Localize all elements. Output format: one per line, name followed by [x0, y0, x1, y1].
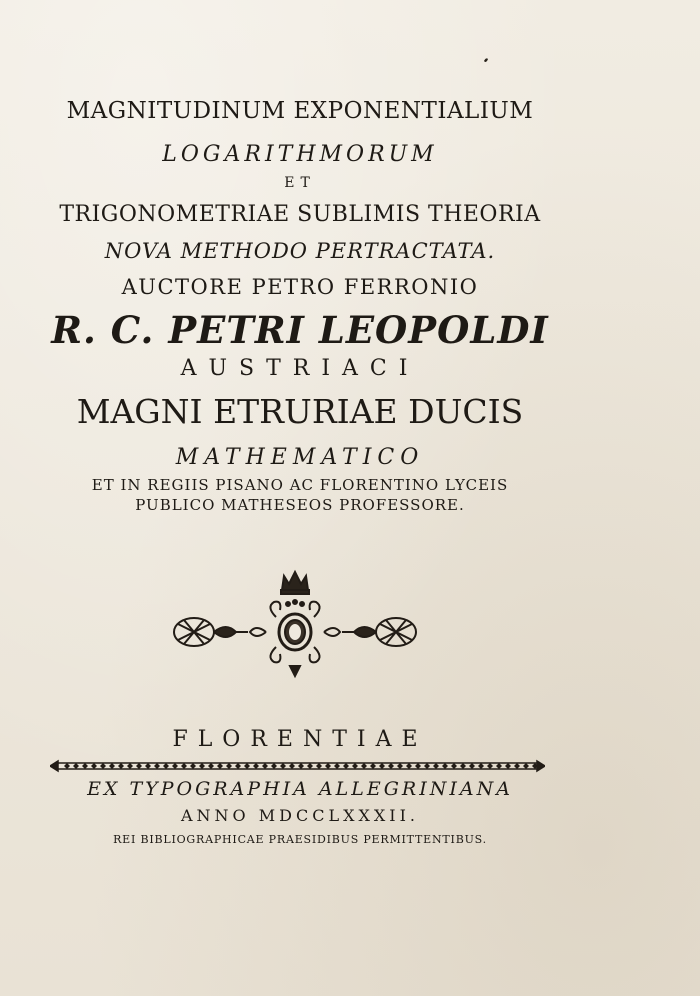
rule-ornament-diamond: [118, 763, 124, 769]
rule-ornament-diamond: [280, 763, 286, 769]
rule-ornament-diamond: [136, 763, 142, 769]
rule-ornament-diamond: [370, 763, 376, 769]
title-line-magnitudinum: MAGNITUDINUM EXPONENTIALIUM: [66, 98, 534, 124]
imprint-printer: EX TYPOGRAPHIA ALLEGRINIANA: [87, 778, 513, 800]
imprint-city: FLORENTIAE: [172, 727, 428, 752]
rule-ornament-diamond: [469, 763, 475, 769]
rule-ornament-diamond: [163, 763, 169, 769]
rule-ornament-diamond: [433, 763, 439, 769]
rule-ornament-diamond: [334, 763, 340, 769]
rule-ornament-diamond: [289, 763, 295, 769]
rule-ornament-diamond: [73, 763, 79, 769]
author-line: AUCTORE PETRO FERRONIO: [121, 275, 479, 299]
title-line-logarithmorum: LOGARITHMORUM: [162, 142, 438, 167]
title-line-trigonometriae: TRIGONOMETRIAE SUBLIMIS THEORIA: [59, 202, 541, 227]
rule-ornament-diamond: [361, 763, 367, 769]
rule-ornament-diamond: [451, 763, 457, 769]
rule-ornament-diamond: [478, 763, 484, 769]
rule-ornament-diamond: [64, 763, 70, 769]
rule-ornament-diamond: [271, 763, 277, 769]
rule-ornament-diamond: [325, 763, 331, 769]
rule-ornament-diamond: [100, 763, 106, 769]
rule-ornament-diamond: [307, 763, 313, 769]
imprint-permission: REI BIBLIOGRAPHICAE PRAESIDIBUS PERMITTENTIBUS.: [113, 833, 487, 846]
title-line-et: ET: [284, 175, 316, 191]
rule-ornament-diamond: [82, 763, 88, 769]
rule-ornament-diamond: [424, 763, 430, 769]
rule-ornament-diamond: [343, 763, 349, 769]
ink-speck: [482, 56, 490, 64]
rule-ornament-diamond: [244, 763, 250, 769]
rule-ornament-diamond: [145, 763, 151, 769]
rule-ornament-diamond: [181, 763, 187, 769]
rule-ornament-diamond: [217, 763, 223, 769]
rule-ornament-diamond: [352, 763, 358, 769]
rule-ornament-diamond: [199, 763, 205, 769]
imprint-year: ANNO MDCCLXXXII.: [181, 806, 419, 825]
rule-ornament-diamond: [190, 763, 196, 769]
rule-ornament-diamond: [460, 763, 466, 769]
rule-ornament-diamond: [172, 763, 178, 769]
magni-etruriae-line: MAGNI ETRURIAE DUCIS: [76, 392, 524, 431]
rule-ornament-diamond: [397, 763, 403, 769]
rule-ornament-diamond: [109, 763, 115, 769]
rule-ornament-diamond: [523, 763, 529, 769]
rule-ornament-diamond: [505, 763, 511, 769]
rule-ornament-diamond: [235, 763, 241, 769]
title-line-nova-methodo: NOVA METHODO PERTRACTATA.: [104, 239, 496, 263]
rule-ornament-diamond: [208, 763, 214, 769]
patron-line: R. C. PETRI LEOPOLDI: [51, 308, 549, 352]
austriaci-line: AUSTRIACI: [180, 356, 420, 381]
decorative-rule: [50, 757, 545, 775]
rule-ornament-diamond: [253, 763, 259, 769]
rule-ornament-diamond: [91, 763, 97, 769]
rule-ornament-diamond: [442, 763, 448, 769]
rule-ornament-diamond: [415, 763, 421, 769]
mathematico-line: MATHEMATICO: [175, 445, 425, 470]
crowned-medallion-ornament: [170, 562, 420, 682]
professore-line: PUBLICO MATHESEOS PROFESSORE.: [135, 496, 465, 514]
rule-ornament-diamond: [487, 763, 493, 769]
rule-ornament-diamond: [379, 763, 385, 769]
rule-ornament-diamond: [316, 763, 322, 769]
rule-ornament-diamond: [406, 763, 412, 769]
rule-ornament-diamond: [226, 763, 232, 769]
rule-ornament-diamond: [496, 763, 502, 769]
rule-ornament-diamond: [298, 763, 304, 769]
rule-ornament-diamond: [262, 763, 268, 769]
rule-ornament-diamond: [514, 763, 520, 769]
lyceis-line: ET IN REGIIS PISANO AC FLORENTINO LYCEIS: [91, 476, 509, 494]
rule-ornament-diamond: [154, 763, 160, 769]
rule-ornament-diamond: [127, 763, 133, 769]
rule-ornament-diamond: [388, 763, 394, 769]
